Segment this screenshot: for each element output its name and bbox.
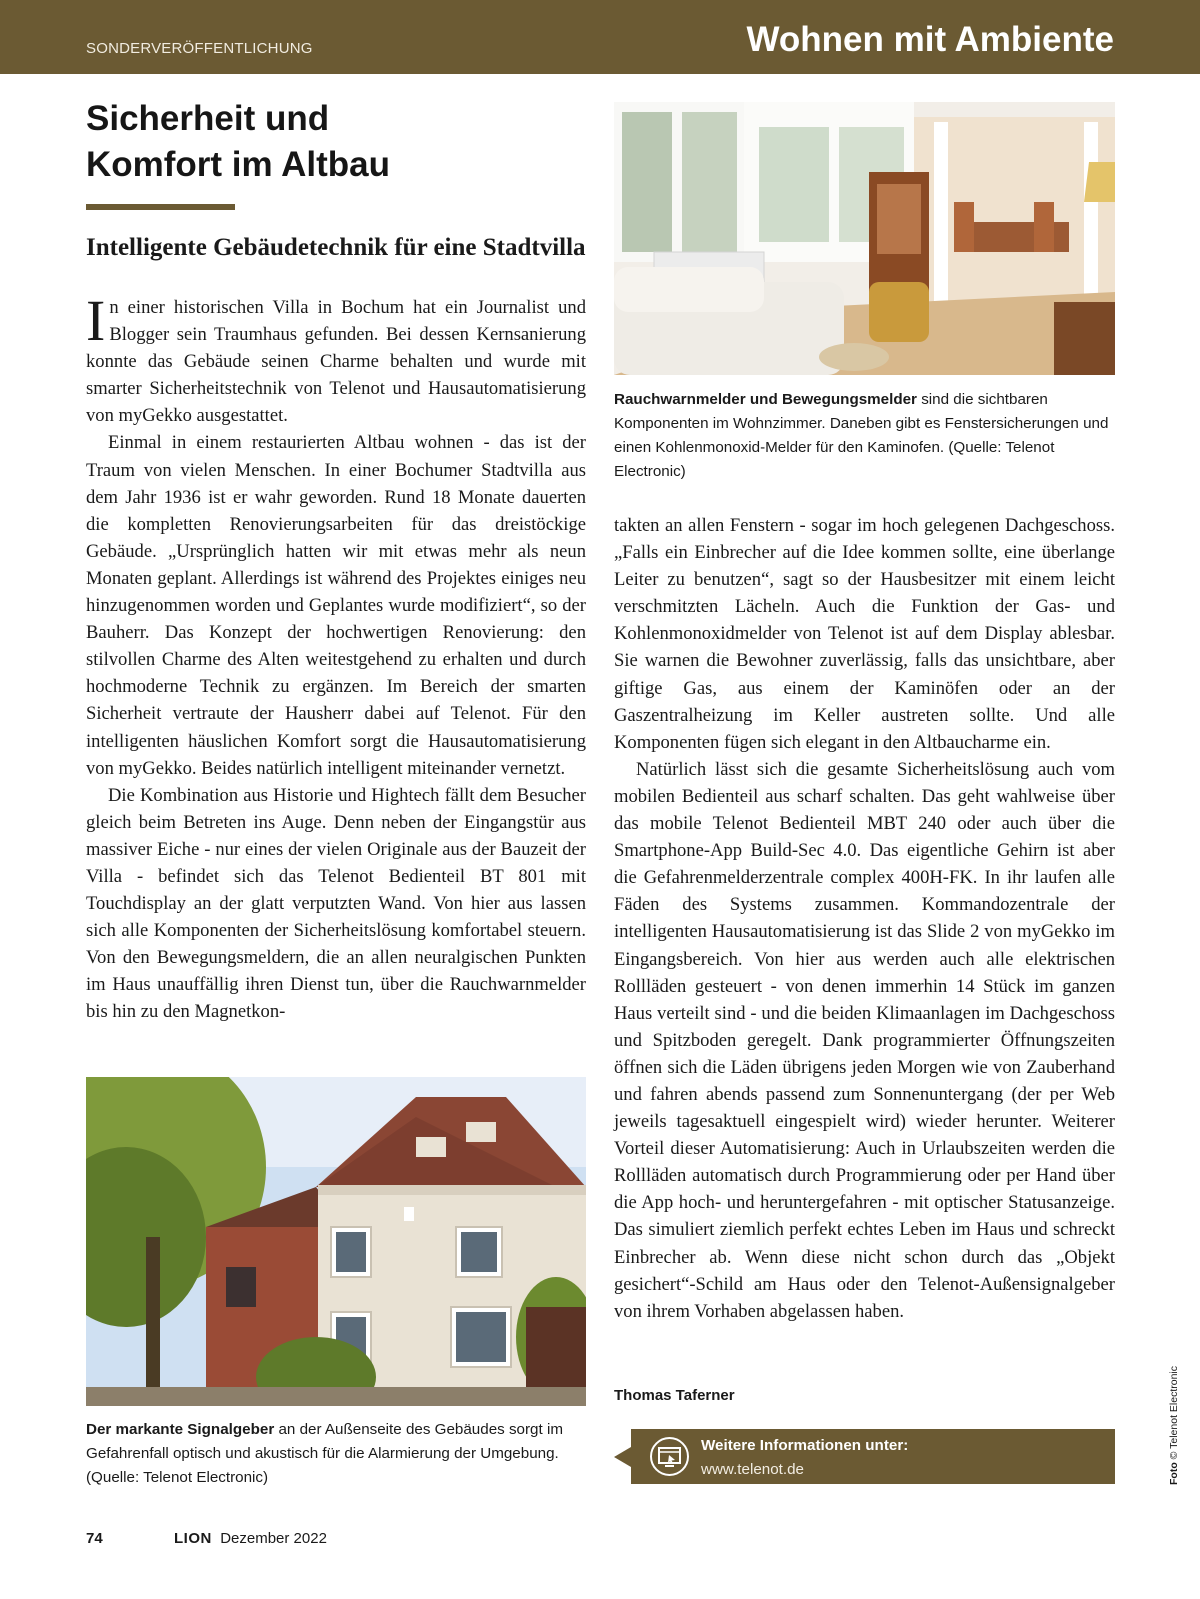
section-title: Wohnen mit Ambiente <box>746 20 1114 59</box>
body-paragraph-2: Einmal in einem restaurierten Altbau wohnen - das ist der Traum von vielen Menschen. In einer Bochumer Stadtvilla aus dem Jahr 1936 ist er wahr geworden. Rund 18 Monate dauerten die kompletten Renovierungsarbeiten für das dreistöckige Gebäude. „Ursprünglich hatten wir mit etwas mehr als neun Monaten geplant. Allerdings ist während des Projektes einiges neu hinzugenommen worden und Geplantes wurde modifiziert“, so der Bauherr. Das Konzept der hochwertigen Renovierung: den stilvollen Charme des Alten weitestgehend zu erhalten und durch hochmoderne Technik zu ergänzen. Im Bereich der smarten Sicherheit vertraute der Hausherr dabei auf Telenot. Für den intelligenten häuslichen Komfort sorgt die Hausautomatisierung von myGekko. Beides natürlich intelligent miteinander vernetzt. <box>86 432 586 779</box>
living-room-photo-caption <box>614 388 1115 484</box>
villa-caption-lead: Der markante Signalgeber <box>86 1421 275 1438</box>
drop-cap: I <box>86 288 106 353</box>
intro-paragraph-text: n einer historischen Villa in Bochum hat ein Journalist und Blogger sein Traumhaus gefunden. Bei dessen Kernsanierung konnte das Gebäude seinen Charme behalten und wurde mit smarter Sicherheitstechnik von Telenot und Hausautomatisierung von myGekko ausgestattet. <box>86 297 586 427</box>
article-title-line-1: Sicherheit und <box>86 99 330 138</box>
text-column-right <box>614 512 1115 1325</box>
more-info-label: Weitere Informationen unter: <box>701 1437 909 1454</box>
body-paragraph-3-end: takten an allen Fenstern - sogar im hoch gelegenen Dachgeschoss. „Falls ein Einbrecher auf die Idee kommen sollte, eine überlange Leiter zu benutzen“, sagt so der Hausbesitzer mit einem leicht verschmitzten Lächeln. Auch die Funktion der Gas- und Kohlenmonoxidmelder von Telenot ist auf dem Display ablesbar. Sie warnen die Bewohner zuverlässig, falls das unsichtbare, aber giftige Gas, aus einem der Kaminöfen oder an der Gaszentralheizung im Keller austreten sollte. Und alle Komponenten fügen sich elegant in den Altbaucharme ein. <box>614 515 1115 753</box>
interior-caption-lead: Rauchwarnmelder und Bewegungsmelder <box>614 391 917 408</box>
web-icon <box>649 1436 690 1477</box>
header-bar <box>0 0 1200 74</box>
interior-caption-text: sind die sichtbaren Komponenten im Wohnzimmer. Daneben gibt es Fenstersicherungen und einen Kohlenmonoxid-Melder für den Kaminofen. (Quelle: Telenot Electronic) <box>614 391 1109 480</box>
page-number: 74 <box>86 1530 103 1547</box>
special-publication-label: SONDERVERÖFFENTLICHUNG <box>86 40 313 57</box>
magazine-footer <box>174 1530 327 1547</box>
text-column-left <box>86 288 586 1026</box>
living-room-photo <box>614 102 1115 375</box>
article-title-line-2: Komfort im Altbau <box>86 145 390 184</box>
photo-credit-label: Foto <box>1168 1462 1180 1485</box>
intro-paragraph <box>86 288 586 429</box>
villa-caption-text: an der Außenseite des Gebäudes sorgt im Gefahrenfall optisch und akustisch für die Alarmierung der Umgebung. (Quelle: Telenot Electronic) <box>86 1421 563 1486</box>
author-name: Thomas Taferner <box>614 1387 735 1404</box>
infobox-pointer <box>614 1447 631 1467</box>
magazine-issue: Dezember 2022 <box>220 1530 327 1547</box>
title-underline <box>86 204 235 210</box>
photo-credit-text: © Telenot Electronic <box>1168 1365 1180 1463</box>
villa-photo-caption <box>86 1418 596 1490</box>
more-info-box <box>631 1429 1115 1484</box>
article-title <box>86 96 566 188</box>
telenot-website-link[interactable]: www.telenot.de <box>701 1461 804 1478</box>
villa-exterior-photo <box>86 1077 586 1406</box>
magazine-name: LION <box>174 1530 212 1547</box>
photo-credit <box>1168 1366 1180 1485</box>
body-paragraph-3-start: Die Kombination aus Historie und Hightech fällt dem Besucher gleich beim Betreten ins Auge. Denn neben der Eingangstür aus massiver Eiche - nur eines der vielen Originale aus der Bauzeit der Villa - befindet sich das Telenot Bedienteil BT 801 mit Touchdisplay an der glatt verputzten Wand. Von hier aus lassen sich alle Komponenten der Sicherheitslösung komfortabel steuern. Von den Bewegungsmeldern, die an allen neuralgischen Punkten im Haus unauffällig ihren Dienst tun, über die Rauchwarnmelder bis hin zu den Magnetkon- <box>86 784 586 1023</box>
body-paragraph-4: Natürlich lässt sich die gesamte Sicherheitslösung auch vom mobilen Bedienteil aus scharf schalten. Das geht wahlweise über das mobile Telenot Bedienteil MBT 240 oder auch über die Smartphone-App Build-Sec 4.0. Das eigentliche Gehirn ist aber die Gefahrenmelderzentrale complex 400H-FK. In ihr laufen alle Fäden des Systems zusammen. Kommandozentrale der intelligenten Hausautomatisierung ist das Slide 2 von myGekko im Eingangsbereich. Von hier aus werden auch alle elektrischen Rollläden gesteuert - von denen immerhin 14 Stück im ganzen Haus verteilt sind - und die beiden Klimaanlagen im Dachgeschoss und Spitzboden geregelt. Dank programmierter Öffnungszeiten öffnen sich die Läden übrigens jeden Morgen wie von Zauberhand und fahren abends passend zum Sonnenuntergang (der per Web jeweils tagesaktuell eingespielt wird) wieder herunter. Weiterer Vorteil dieser Automatisierung: Auch in Urlaubszeiten werden die Rollläden automatisch durch Programmierung oder per Hand über die App hoch- und heruntergefahren - mit optischer Statusanzeige. Das simuliert ziemlich perfekt echtes Leben im Haus und schreckt Einbrecher ab. Wenn diese nicht schon durch das „Objekt gesichert“-Schild am Haus oder den Telenot-Außensignalgeber von ihrem Vorhaben abgelassen haben. <box>614 758 1115 1322</box>
article-subtitle: Intelligente Gebäudetechnik für eine Stadtvilla <box>86 234 586 261</box>
